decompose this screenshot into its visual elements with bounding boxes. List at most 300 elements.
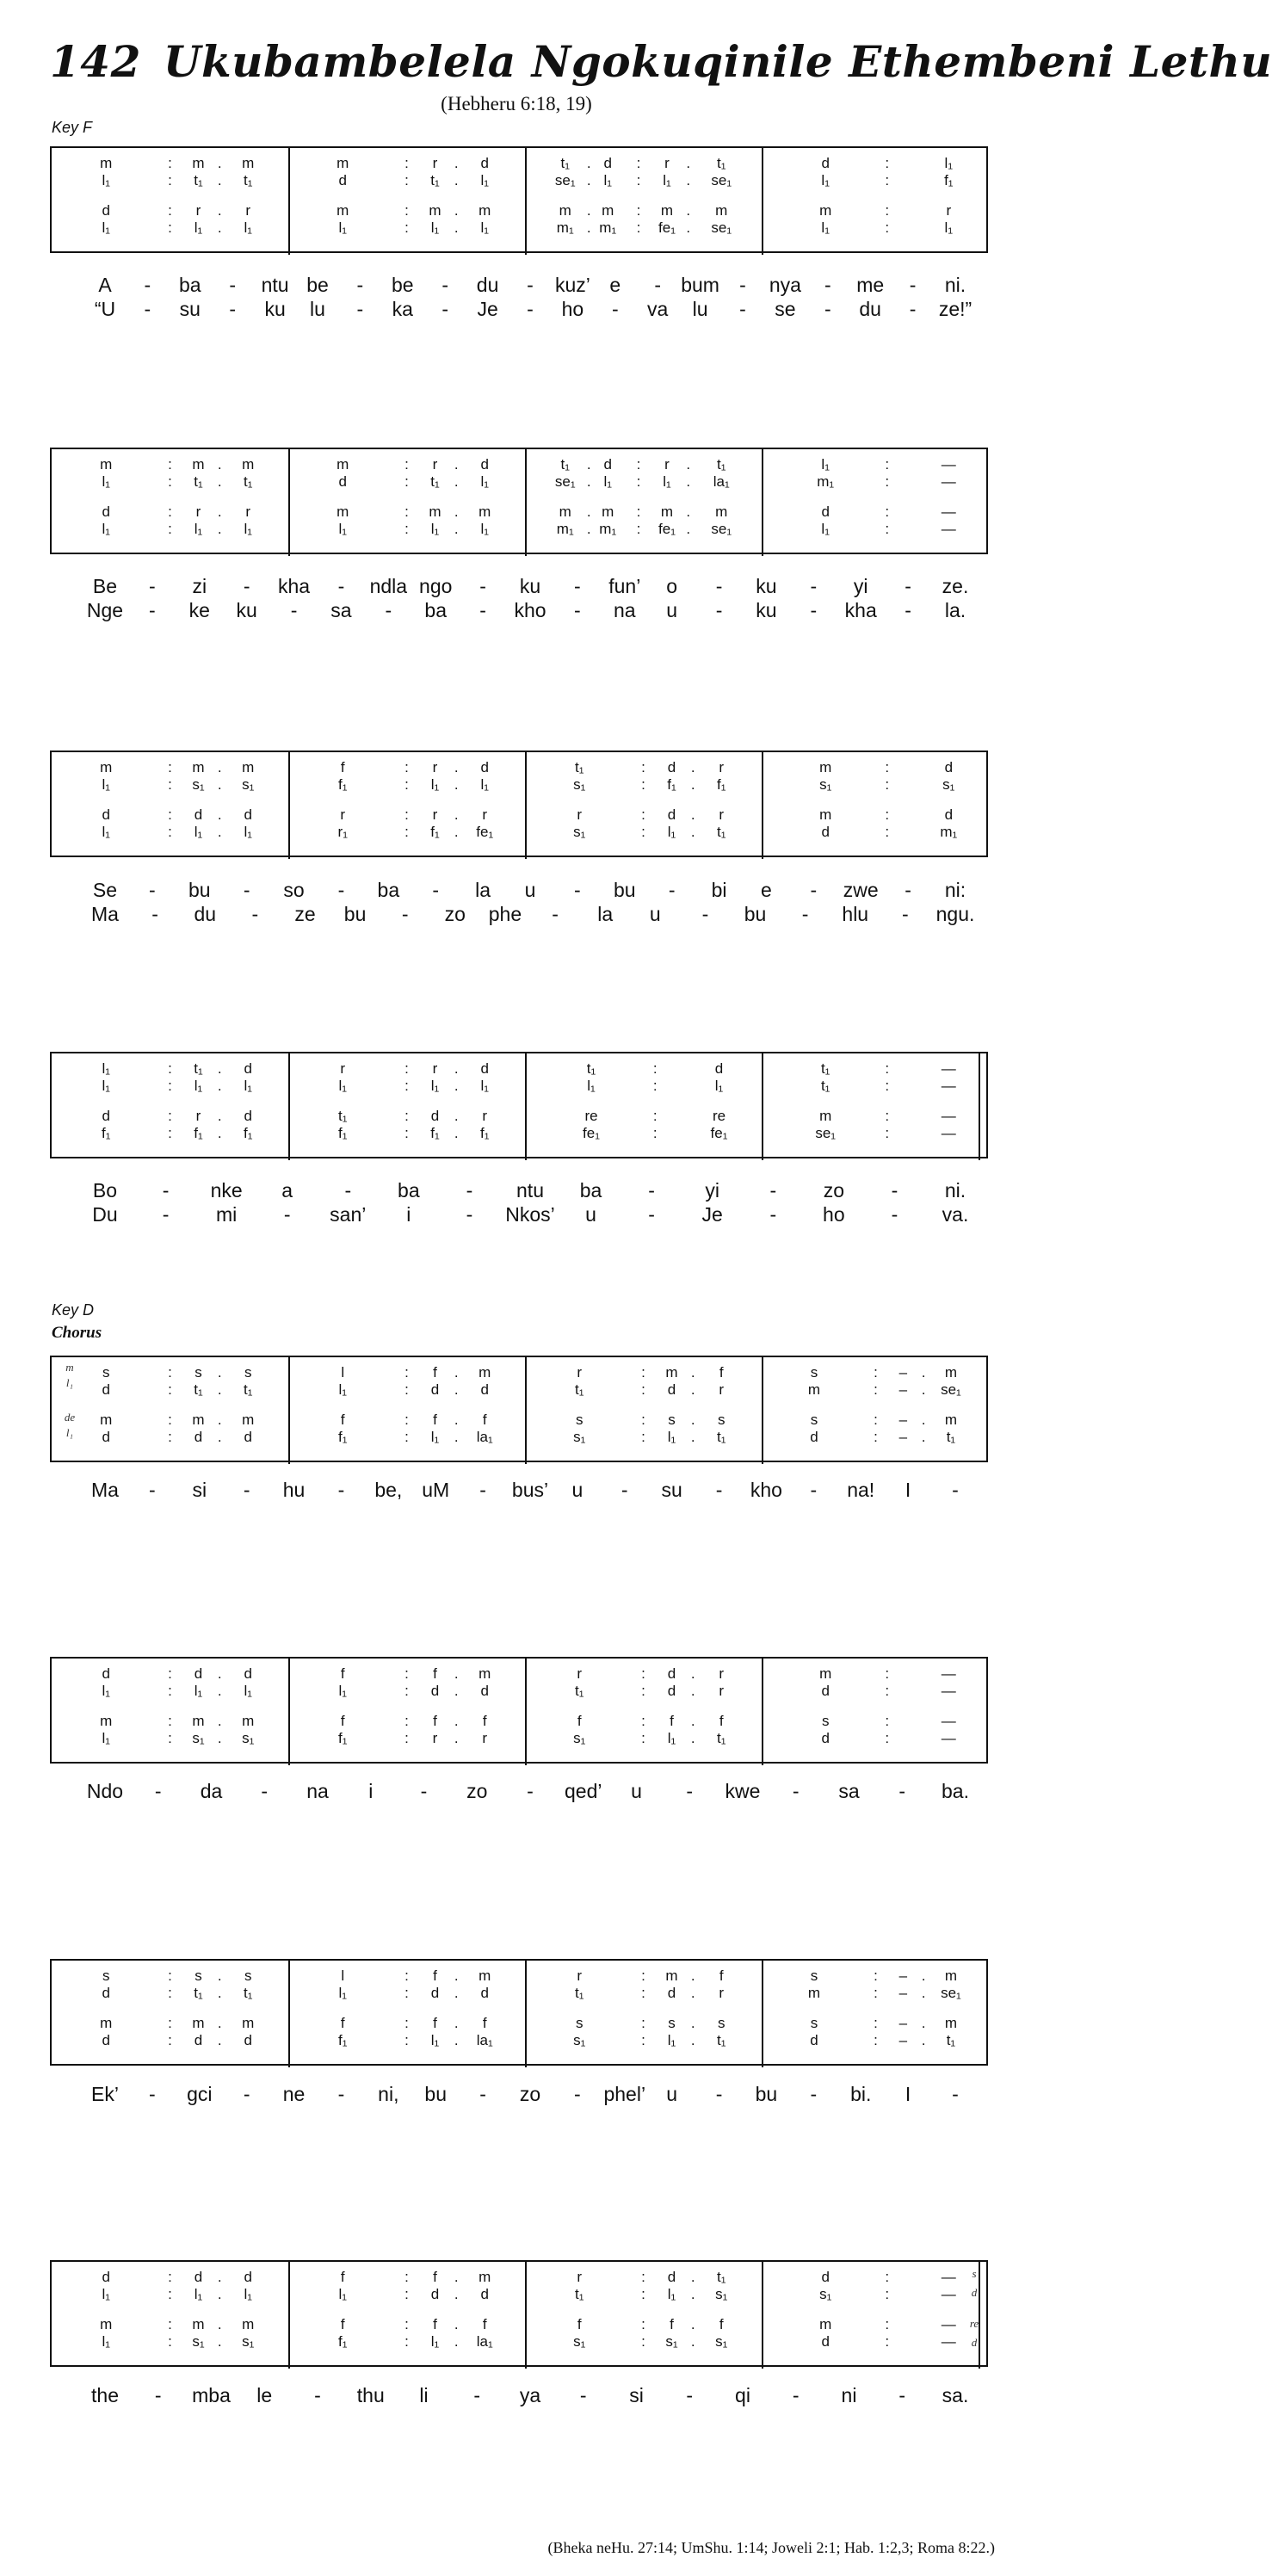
beat-separator: :: [885, 1108, 890, 1124]
voice-part-row: [288, 202, 525, 219]
beat-separator: :: [641, 2316, 645, 2332]
solfa-note: d: [480, 1985, 489, 2001]
voice-part-row: [762, 759, 990, 776]
beat-separator: .: [454, 1713, 459, 1729]
beat-separator: .: [921, 1381, 926, 1398]
lyric-syllable: ho: [823, 1203, 845, 1226]
voice-part-row: [525, 1683, 762, 1700]
beat-separator: :: [168, 824, 172, 840]
solfa-note: d: [603, 456, 612, 473]
syllable-hyphen: -: [162, 1179, 170, 1202]
voice-part-row: [52, 1713, 288, 1730]
voice-part-row: [52, 1730, 288, 1747]
voice-part-row: [525, 1060, 762, 1078]
beat-separator: :: [404, 1683, 409, 1699]
solfa-note: l₁: [102, 2286, 111, 2302]
solfa-note: l₁: [102, 1078, 111, 1094]
voice-part-row: [288, 503, 525, 521]
beat-separator: .: [690, 2286, 695, 2302]
voice-part-row: [52, 2333, 288, 2351]
hymn-title: [50, 36, 1272, 87]
solfa-note: m: [337, 202, 349, 219]
solfa-note: t₁: [820, 1060, 831, 1077]
beat-separator: .: [586, 172, 591, 188]
solfa-note: s: [718, 1412, 726, 1428]
lyric-syllable: mba: [192, 2384, 231, 2406]
beat-separator: .: [454, 1060, 459, 1077]
voice-part-row: [52, 456, 288, 473]
beat-separator: :: [636, 503, 641, 520]
measure: [525, 148, 762, 255]
solfa-note: m: [559, 503, 571, 520]
lyric-syllable: ku: [264, 298, 286, 320]
scripture-reference: (Hebheru 6:18, 19): [441, 93, 592, 114]
beat-separator: :: [652, 1108, 658, 1124]
beat-separator: :: [641, 1429, 645, 1445]
voice-part-row: [288, 473, 525, 491]
beat-separator: .: [586, 456, 591, 473]
modulation-mark: de: [64, 1411, 76, 1424]
solfa-note: se₁: [941, 1381, 961, 1398]
beat-separator: :: [641, 776, 645, 793]
solfa-note: d: [430, 1683, 440, 1699]
beat-separator: .: [217, 503, 222, 520]
solfa-note: t₁: [430, 172, 440, 188]
beat-separator: .: [217, 521, 222, 537]
syllable-hyphen: -: [441, 298, 449, 320]
syllable-hyphen: -: [337, 1479, 345, 1501]
measure: [288, 1053, 525, 1160]
solfa-note: f: [433, 1364, 437, 1381]
lyric-syllable: ntu: [261, 274, 289, 296]
voice-part-row: [762, 776, 990, 794]
voice-part-row: [762, 1108, 990, 1125]
voice-part-row: [52, 1108, 288, 1125]
solfa-note: m: [479, 202, 491, 219]
voice-part-row: [52, 521, 288, 538]
voice-part-row: [52, 2316, 288, 2333]
solfa-note: m: [479, 1665, 491, 1682]
solfa-note: l₁: [663, 473, 671, 490]
beat-separator: :: [885, 1060, 890, 1077]
solfa-note: –: [898, 1968, 908, 1984]
beat-separator: :: [168, 1665, 172, 1682]
syllable-hyphen: -: [290, 599, 298, 621]
lyric-syllable: sa: [838, 1780, 860, 1802]
voice-part-row: [52, 219, 288, 237]
voice-part-row: [52, 1412, 288, 1429]
solfa-note: m: [944, 1364, 958, 1381]
solfa-note: l₁: [244, 2286, 253, 2302]
measure: [288, 1961, 525, 2067]
lyric-line: [0, 274, 1033, 298]
solfa-note: f: [719, 1713, 724, 1729]
beat-separator: .: [690, 2015, 695, 2031]
beat-separator: .: [921, 1412, 926, 1428]
solfa-note: l₁: [667, 2032, 676, 2048]
beat-separator: :: [168, 1412, 172, 1428]
beat-separator: :: [404, 2015, 409, 2031]
beat-separator: .: [454, 806, 459, 823]
beat-separator: .: [454, 2316, 459, 2332]
measure: [52, 1357, 288, 1464]
lyric-syllable: zo: [823, 1179, 844, 1202]
measure: [52, 148, 288, 255]
beat-separator: :: [404, 1381, 409, 1398]
solfa-note: –: [898, 1381, 908, 1398]
syllable-hyphen: -: [337, 2083, 345, 2105]
beat-separator: :: [168, 202, 172, 219]
solfa-note: r: [245, 503, 251, 520]
voice-part-row: [288, 759, 525, 776]
solfa-note: l: [341, 1968, 345, 1984]
beat-separator: :: [168, 473, 172, 490]
syllable-hyphen: -: [229, 298, 237, 320]
solfa-note: f: [433, 1713, 437, 1729]
lyric-syllable: zwe: [843, 879, 879, 901]
lyric-syllable: Bo: [92, 1179, 118, 1202]
solfa-note: m: [559, 202, 571, 219]
voice-part-row: [52, 806, 288, 824]
beat-separator: .: [217, 2316, 222, 2332]
lyric-line: [0, 298, 1033, 322]
solfa-note: m: [100, 155, 113, 171]
beat-separator: .: [217, 1060, 222, 1077]
beat-separator: .: [690, 776, 695, 793]
solfa-note: s₁: [942, 776, 955, 793]
solfa-note: —: [941, 1713, 956, 1729]
lyric-syllable: ni:: [944, 879, 966, 901]
solfa-note: m: [479, 503, 491, 520]
beat-separator: .: [690, 806, 695, 823]
syllable-hyphen: -: [527, 274, 534, 296]
voice-part-row: [52, 1060, 288, 1078]
measure: [52, 449, 288, 556]
lyric-syllable: zo: [444, 903, 466, 925]
voice-part-row: [525, 219, 762, 237]
solfa-note: f: [482, 2316, 487, 2332]
voice-part-row: [525, 1713, 762, 1730]
beat-separator: .: [217, 1381, 222, 1398]
beat-separator: .: [217, 1683, 222, 1699]
solfa-note: d: [810, 2032, 818, 2048]
beat-separator: .: [217, 473, 222, 490]
solfa-note: l₁: [821, 456, 830, 473]
solfa-note: d: [194, 806, 203, 823]
voice-part-row: [525, 2286, 762, 2303]
beat-separator: :: [404, 1364, 409, 1381]
lyric-syllable: hu: [282, 1479, 306, 1501]
key-change-mark: d: [971, 2336, 978, 2349]
beat-separator: .: [690, 1381, 695, 1398]
music-staff: [50, 1657, 988, 1764]
lyric-syllable: ho: [561, 298, 584, 320]
lyric-line: [0, 879, 1033, 903]
lyric-syllable: a: [281, 1179, 293, 1202]
solfa-note: s₁: [573, 824, 586, 840]
syllable-hyphen: -: [527, 298, 534, 320]
key-change-mark: d: [971, 2286, 978, 2299]
lyric-syllable: kha: [278, 575, 311, 597]
solfa-note: m: [337, 155, 349, 171]
solfa-note: d: [194, 2032, 203, 2048]
solfa-note: t₁: [194, 1381, 203, 1398]
solfa-note: –: [898, 1985, 908, 2001]
solfa-note: r: [577, 1364, 583, 1381]
lyric-syllable: du: [194, 903, 217, 925]
syllable-hyphen: -: [792, 1780, 800, 1802]
syllable-hyphen: -: [162, 1203, 170, 1226]
chorus-label: Chorus: [52, 1324, 102, 1342]
solfa-note: f₁: [244, 1125, 253, 1141]
solfa-note: l₁: [102, 219, 111, 236]
solfa-note: d: [480, 1060, 489, 1077]
voice-part-row: [525, 1968, 762, 1985]
syllable-hyphen: -: [552, 903, 559, 925]
beat-separator: .: [454, 1381, 459, 1398]
solfa-note: —: [941, 503, 956, 520]
solfa-note: —: [941, 473, 956, 490]
beat-separator: .: [686, 219, 691, 236]
solfa-note: t₁: [717, 2032, 726, 2048]
beat-separator: :: [641, 824, 645, 840]
beat-separator: :: [636, 202, 641, 219]
syllable-hyphen: -: [479, 599, 486, 621]
beat-separator: :: [404, 1078, 409, 1094]
beat-separator: :: [168, 172, 172, 188]
beat-separator: .: [454, 219, 459, 236]
beat-separator: .: [217, 1713, 222, 1729]
solfa-note: —: [941, 1060, 956, 1077]
measure: [288, 2262, 525, 2369]
lyric-syllable: A: [98, 274, 112, 296]
lyric-syllable: Be: [92, 575, 118, 597]
syllable-hyphen: -: [479, 1479, 486, 1501]
lyrics-block: [0, 879, 1033, 930]
lyric-syllable: kwe: [725, 1780, 761, 1802]
solfa-note: d: [944, 806, 954, 823]
beat-separator: :: [168, 2316, 172, 2332]
solfa-note: m: [665, 1364, 678, 1381]
key-change-mark: s: [972, 2267, 977, 2280]
solfa-note: l₁: [430, 2032, 440, 2048]
lyric-syllable: hlu: [842, 903, 869, 925]
beat-separator: :: [404, 456, 409, 473]
syllable-hyphen: -: [654, 274, 662, 296]
solfa-note: –: [898, 1412, 908, 1428]
syllable-hyphen: -: [792, 2384, 800, 2406]
measure: [525, 1053, 762, 1160]
solfa-note: l₁: [194, 521, 203, 537]
measure: [525, 1357, 762, 1464]
solfa-note: m: [242, 2015, 255, 2031]
syllable-hyphen: -: [574, 2083, 581, 2105]
voice-part-row: [525, 456, 762, 473]
beat-separator: :: [652, 1060, 658, 1077]
solfa-note: l₁: [430, 1429, 440, 1445]
syllable-hyphen: -: [810, 2083, 818, 2105]
voice-part-row: [762, 1060, 990, 1078]
solfa-note: t₁: [560, 155, 570, 171]
solfa-note: s: [810, 1412, 818, 1428]
lyric-syllable: sa: [330, 599, 352, 621]
measure: [525, 449, 762, 556]
solfa-note: d: [430, 1108, 440, 1124]
lyric-syllable: e: [609, 274, 621, 296]
beat-separator: .: [217, 1985, 222, 2001]
solfa-note: f₁: [194, 1125, 203, 1141]
lyric-syllable: u: [524, 879, 536, 901]
footer-references: (Bheka neHu. 27:14; UmShu. 1:14; Joweli 2:1; Hab. 1:2,3; Roma 8:22.): [547, 2539, 995, 2556]
beat-separator: .: [586, 202, 591, 219]
lyric-syllable: Du: [92, 1203, 118, 1226]
lyric-syllable: be: [306, 274, 329, 296]
lyric-line: [0, 599, 1033, 623]
beat-separator: :: [874, 2015, 878, 2031]
voice-part-row: [762, 1713, 990, 1730]
beat-separator: .: [217, 2015, 222, 2031]
solfa-note: m: [337, 456, 349, 473]
solfa-note: d: [821, 503, 830, 520]
beat-separator: :: [168, 2015, 172, 2031]
solfa-note: s: [102, 1968, 110, 1984]
beat-separator: .: [586, 155, 591, 171]
beat-separator: .: [217, 2333, 222, 2350]
measure: [52, 1053, 288, 1160]
solfa-note: la₁: [713, 473, 730, 490]
lyric-syllable: ku: [519, 575, 541, 597]
beat-separator: :: [404, 155, 409, 171]
solfa-note: m: [192, 1412, 205, 1428]
solfa-note: m: [100, 2316, 113, 2332]
solfa-note: m: [242, 1713, 255, 1729]
solfa-note: m: [944, 1968, 958, 1984]
lyric-syllable: ka: [392, 298, 413, 320]
solfa-note: l₁: [338, 219, 348, 236]
solfa-note: s: [668, 1412, 676, 1428]
solfa-note: f₁: [480, 1125, 490, 1141]
measure: [762, 1659, 990, 1765]
voice-part-row: [525, 473, 762, 491]
voice-part-row: [288, 824, 525, 841]
solfa-note: d: [102, 806, 110, 823]
solfa-note: r: [719, 1381, 725, 1398]
beat-separator: :: [885, 806, 890, 823]
beat-separator: :: [168, 1078, 172, 1094]
lyric-syllable: i: [368, 1780, 374, 1802]
solfa-note: t₁: [194, 1985, 203, 2001]
lyric-syllable: la: [597, 903, 614, 925]
modulation-mark: m: [65, 1361, 74, 1374]
syllable-hyphen: -: [479, 2083, 486, 2105]
lyric-syllable: qed’: [565, 1780, 602, 1802]
solfa-note: f₁: [338, 1730, 348, 1746]
solfa-note: f: [482, 1713, 487, 1729]
syllable-hyphen: -: [824, 298, 831, 320]
voice-part-row: [288, 1665, 525, 1683]
solfa-note: d: [102, 1381, 110, 1398]
lyrics-block: [0, 2384, 1033, 2436]
solfa-note: r: [577, 1665, 583, 1682]
solfa-note: m: [242, 2316, 255, 2332]
beat-separator: .: [686, 503, 691, 520]
beat-separator: :: [404, 202, 409, 219]
beat-separator: :: [168, 1730, 172, 1746]
solfa-note: s: [244, 1364, 252, 1381]
beat-separator: :: [404, 1108, 409, 1124]
beat-separator: :: [641, 806, 645, 823]
solfa-note: la₁: [476, 1429, 493, 1445]
syllable-hyphen: -: [144, 298, 151, 320]
beat-separator: .: [217, 1078, 222, 1094]
beat-separator: :: [404, 2333, 409, 2350]
lyric-syllable: ya: [519, 2384, 541, 2406]
beat-separator: :: [885, 2316, 890, 2332]
lyric-syllable: ze.: [942, 575, 969, 597]
measure: [288, 1357, 525, 1464]
solfa-note: fe₁: [476, 824, 494, 840]
voice-part-row: [52, 155, 288, 172]
lyric-syllable: kho: [750, 1479, 782, 1501]
syllable-hyphen: -: [715, 599, 723, 621]
solfa-note: d: [480, 456, 489, 473]
beat-separator: .: [690, 2316, 695, 2332]
voice-part-row: [525, 1108, 762, 1125]
syllable-hyphen: -: [149, 1479, 156, 1501]
solfa-note: t₁: [575, 1683, 584, 1699]
voice-part-row: [525, 1125, 762, 1142]
beat-separator: .: [686, 202, 691, 219]
beat-separator: .: [454, 1429, 459, 1445]
voice-part-row: [525, 172, 762, 189]
solfa-note: s: [195, 1968, 202, 1984]
voice-part-row: [288, 456, 525, 473]
chorus-key-label: Key D: [52, 1301, 95, 1319]
lyric-syllable: uM: [422, 1479, 450, 1501]
beat-separator: :: [885, 1125, 890, 1141]
solfa-note: f₁: [944, 172, 954, 188]
solfa-note: r: [432, 1730, 438, 1746]
solfa-note: d: [667, 806, 676, 823]
solfa-note: m: [242, 155, 255, 171]
beat-separator: .: [690, 824, 695, 840]
lyric-syllable: be: [392, 274, 414, 296]
solfa-note: t₁: [194, 1060, 203, 1077]
solfa-note: l₁: [480, 521, 490, 537]
solfa-note: d: [821, 1683, 830, 1699]
voice-part-row: [762, 1730, 990, 1747]
solfa-note: f₁: [338, 2333, 348, 2350]
measure: [762, 1357, 990, 1464]
solfa-note: d: [714, 1060, 724, 1077]
solfa-note: s₁: [715, 2286, 728, 2302]
solfa-note: d: [667, 1985, 676, 2001]
solfa-note: t₁: [560, 456, 570, 473]
lyric-syllable: na!: [847, 1479, 875, 1501]
solfa-note: d: [102, 503, 110, 520]
lyric-syllable: ni.: [944, 274, 966, 296]
solfa-note: m: [429, 503, 441, 520]
solfa-note: l₁: [244, 1683, 253, 1699]
lyric-syllable: bi.: [850, 2083, 872, 2105]
solfa-note: t₁: [586, 1060, 596, 1077]
solfa-note: d: [338, 172, 347, 188]
solfa-note: d: [430, 1381, 440, 1398]
solfa-note: d: [244, 1060, 252, 1077]
solfa-note: re: [712, 1108, 726, 1124]
lyric-syllable: va: [647, 298, 669, 320]
beat-separator: :: [404, 759, 409, 775]
